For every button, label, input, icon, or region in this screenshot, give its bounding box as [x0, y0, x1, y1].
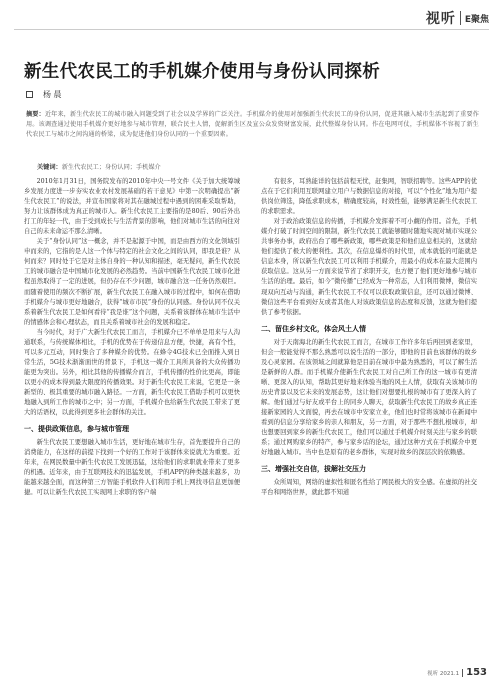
section-heading: 一、提供政策信息，参与城市管理	[24, 425, 129, 434]
keywords-text: 新生代农民工；身份认同；手机媒介	[61, 164, 161, 171]
paragraph: 关于“身份认同”这一概念，并不是起源于中国，而是由西方的文化领域引申而来的，它指的是人这一个体与特定的社会文化之间的认同，即我是谁？从何而来？同时处于它是对主体自身的一种认知和描述，毫无疑问，新生代农民工的城市融合是中国城市化发展的必然趋势。当前中国新生代农民工城市化进程虽然取得了一定的进展，但仍存在不少问题，城市融合这一任务仍然艰巨。而随着使用的频次不断扩展，新生代农民工在融入城市的过程中，如何在借助手机媒介与城市更好地融合，获得“城市市民”身份的认同感。身份认同不仅关系着新生代农民工是如何看待“我是谁”这个问题，关系着该群体在城市生活中的情感体会和心理状态，而且关系着城市社会的发展和稳定。	[24, 238, 240, 326]
paragraph: 对于天南海北的新生代农民工而言，在城市工作许多年后再回到老家里，但会一般能觉得不那么熟悉可以说生活的一部分，即他的目前也该群体的故乡及心灵家园。在该领域之间就算他是目前在城市中最为熟悉的，可以了解生活是新鲜的人群。而手机媒介使新生代农民工对自己所工作的这一城市有更清晰、更深入的认知，帮助其更好地来体验当地的风土人情，获取有关该城市的历史背景以及它未来的发展态势，这让他们对想要扎根的城市有了更深入的了解。他们通过与好友或平台上的同乡人聊天，获取新生代农民工的故乡真正连接新家园的人文面貌，再去在城市中安家立业，他们也时常将该城市在新闻中看到的信息分享给家乡的亲人和朋友，另一方面，对于那些不想扎根城市，却也想要回到家乡的新生代农民工，他们可以通过手机媒介时刻关注与家乡的联系；通过网购家乡的特产，参与家乡话的论坛，通过这种方式在手机媒介中更好地融入城市。当中也是原有的老乡群体，实现对故乡的深层次的依赖感。	[261, 338, 477, 457]
body-column-left	[24, 177, 240, 498]
column-tag	[426, 8, 489, 28]
header-rule	[14, 29, 489, 30]
section-heading: 三、增强社交自信，拔解社交压力	[261, 465, 366, 474]
footer-divider	[462, 669, 463, 677]
section-heading: 二、留住乡村文化，体会风土人情	[261, 324, 366, 333]
paragraph: 众所周知，网络的虚拟性和匿名性给了网民极大的安全感。在虚拟的社交平台和网络世界，就此都不知道	[261, 479, 477, 497]
column-divider	[460, 11, 461, 25]
issue-label: 视听 2021.1	[427, 671, 460, 677]
paragraph: 对于政治政策信息的传播，手机媒介发挥着不可小觑的作用。首先，手机媒介打破了时间空间的限制，新生代农民工就能够随时随地实现对城市实现公共事务办事，政府出台了哪些新政策，哪些政策是和他们息息相关的，这就给他们提供了极大的便利性。其次，在信息爆炸的时代里，成本就低的可能就是信息本身，所以新生代农民工可以利用手机媒介，用最小的成本在最大范围内获取信息。这从另一方面来说节省了求职开支，也方便了他们更好地参与城市生活的治理。最后，如今“微传播”已经成为一种常态，人们利用微博，微信实现双向互动与沟通，新生代农民工不仅可以获取政策信息，还可以通过微博、微信这些平台看到好友或者其他人对该政策信息的态度和反馈，这就为他们提供了参考依据。	[261, 218, 477, 316]
author-box-icon	[26, 91, 33, 98]
paragraph: 新生代农民工要想融入城市生活，更好地在城市生存，首先要提升自己的消费能力，在这样的前提下找到一个好的工作对于该群体来说就尤为重要。近年来，在网民数量中新生代农民工发展迅猛，这给他们的求职就业带来了更多的机遇。近年来，由于互联网技术的迅猛发展，手机APP的种类越来越多，功能越来越全面，而这种第三方智能手机软件人们利用手机上网找寻信息更加便捷。可以让新生代农民工实现网上求职的客户端	[24, 439, 240, 497]
column-name: 视听	[425, 11, 456, 27]
keywords-label: 关键词：	[37, 164, 62, 171]
page-number: 153	[466, 667, 487, 678]
paragraph: 2010年1月31日，国务院发布的2010年中央一号文件《关于加大统筹城乡发展力度进一步夯实农业农村发展基础的若干意见》中第一次明确提出“新生代农民工”的说法，并宣布国家将对其在融城过程中遇到的困难采取帮助，努力让该群体成为真正的城市人。新生代农民工主要指的是80后、90后外出打工的年轻一代，由于受到成长与生活背景的影响，他们对城市生活的向往对自己的未来命运不那么清晰。	[24, 178, 240, 236]
page-footer	[427, 667, 487, 678]
abstract	[26, 110, 479, 140]
paragraph: 有很多，耳熟能详的包括前程无忧，赶集网，智联招聘等。这些APP的优点在于它们利用互联网建立用户与数据信息的对接，可以“个性化”地为用户提供岗位筛选，降低求职成本，精确度较高，时效性强，能够满足新生代农民工的求职需求。	[261, 178, 477, 216]
article-title: 新生代农民工的手机媒介使用与身份认同探析	[24, 62, 380, 82]
body-column-right	[261, 177, 477, 498]
author-name: 杨 晨	[43, 90, 62, 99]
abstract-text: 近年来，新生代农民工的城市融入问题受到了社会以及学界的广泛关注。手机媒介的使用对加强新生代农民工的身份认同，促进其融入城市生活起到了重要作用。该调查通过使用手机媒介更好地参与城市管理，联合民主人情，促解新生区及宣公众发资财富发展，此代整媒身份认同。作在电网可仗，手机媒体不容视了新生代农民工与城市之间沟通的桥梁，成为促进他们身份认同的一个重要因素。	[26, 111, 480, 139]
abstract-label: 摘要：	[26, 111, 45, 118]
paragraph: 当今时代，对于广大新生代农民工而言，手机媒介已不单单是用来与人沟通联系，与传统媒体相比，手机的优势在于传递信息方便，快捷，高有个性，可以多元互动，同时集合了多种媒介的优势。在蜂令4G技术已全面推入到日常生活，5G技术渐渐面世的背景下，手机这一媒介工具所具备的大众传播功能更为突出。另外，相比其他的传播媒介而言，手机传播的性价比更高，即能以更小的成本得到最大限度的传播效果。对于新生代农民工来说，它更是一条新型的、极其重要的城市融入路径。一方面，新生代农民工借助手机可以更快地融入到所工作的城市之中；另一方面，手机媒介也给新生代农民工带来了更大的话语权，以此得到更多社会群体的关注。	[24, 328, 240, 417]
author-line	[26, 89, 62, 100]
column-subname: E聚焦	[464, 14, 489, 25]
keywords	[37, 162, 477, 171]
